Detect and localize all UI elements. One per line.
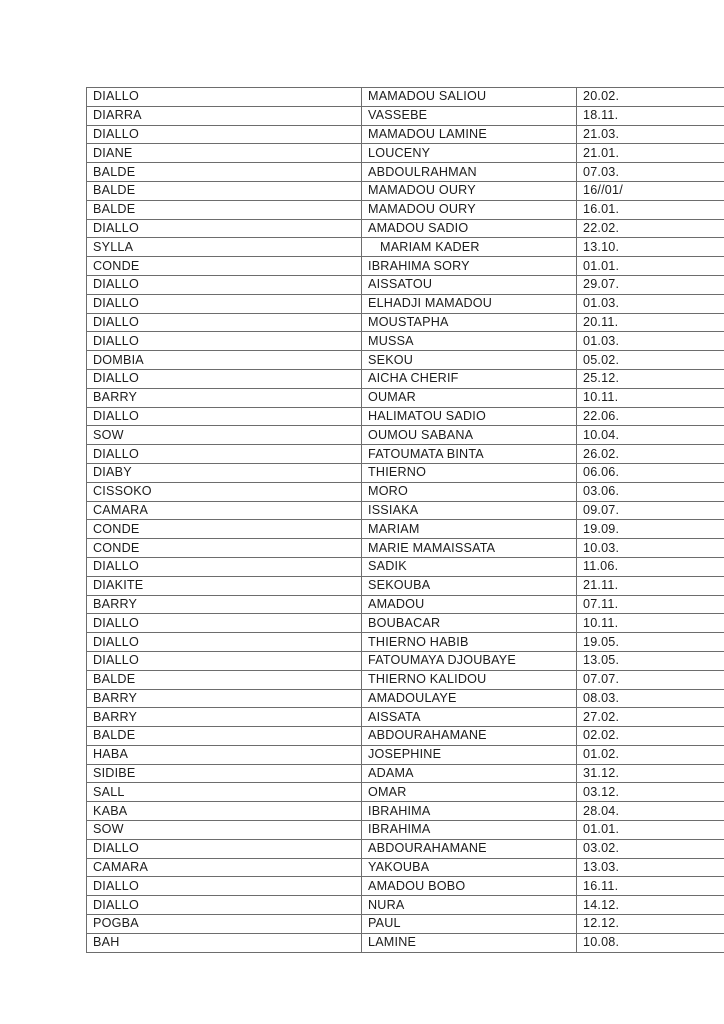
first-name-cell: AICHA CHERIF [362,369,577,388]
table-row [87,764,724,783]
first-name-cell: OUMOU SABANA [362,426,577,445]
last-name-cell: DIALLO [87,877,362,896]
last-name-cell: DIALLO [87,839,362,858]
first-name-cell: YAKOUBA [362,858,577,877]
last-name-cell: CAMARA [87,501,362,520]
table-row [87,238,724,257]
table-row [87,614,724,633]
date-cell: 19.05. [577,633,724,652]
table-row [87,595,724,614]
first-name-cell: VASSEBE [362,106,577,125]
last-name-cell: DIALLO [87,294,362,313]
table-row [87,520,724,539]
names-table-body [87,88,724,953]
first-name-cell: JOSEPHINE [362,745,577,764]
last-name-cell: BALDE [87,163,362,182]
date-cell: 13.03. [577,858,724,877]
first-name-cell: SEKOUBA [362,576,577,595]
date-cell: 01.01. [577,821,724,840]
table-row [87,163,724,182]
table-row [87,877,724,896]
last-name-cell: HABA [87,745,362,764]
first-name-cell: MOUSTAPHA [362,313,577,332]
last-name-cell: BARRY [87,708,362,727]
last-name-cell: DIALLO [87,313,362,332]
table-row [87,482,724,501]
date-cell: 26.02. [577,445,724,464]
table-row [87,670,724,689]
last-name-cell: BARRY [87,689,362,708]
last-name-cell: BALDE [87,727,362,746]
last-name-cell: BARRY [87,595,362,614]
table-row [87,294,724,313]
last-name-cell: BAH [87,933,362,952]
last-name-cell: CONDE [87,257,362,276]
date-cell: 14.12. [577,896,724,915]
date-cell: 01.03. [577,294,724,313]
date-cell: 01.01. [577,257,724,276]
table-row [87,463,724,482]
first-name-cell: IBRAHIMA [362,821,577,840]
date-cell: 01.03. [577,332,724,351]
table-row [87,783,724,802]
last-name-cell: CISSOKO [87,482,362,501]
date-cell: 28.04. [577,802,724,821]
table-row [87,915,724,934]
date-cell: 02.02. [577,727,724,746]
first-name-cell: FATOUMAYA DJOUBAYE [362,651,577,670]
first-name-cell: OUMAR [362,388,577,407]
last-name-cell: DOMBIA [87,351,362,370]
date-cell: 03.12. [577,783,724,802]
first-name-cell: ABDOURAHAMANE [362,727,577,746]
date-cell: 16.11. [577,877,724,896]
first-name-cell: ABDOURAHAMANE [362,839,577,858]
last-name-cell: DIALLO [87,896,362,915]
table-row [87,144,724,163]
last-name-cell: SOW [87,426,362,445]
first-name-cell: AMADOU BOBO [362,877,577,896]
first-name-cell: HALIMATOU SADIO [362,407,577,426]
table-row [87,388,724,407]
date-cell: 03.02. [577,839,724,858]
first-name-cell: MORO [362,482,577,501]
date-cell: 27.02. [577,708,724,727]
date-cell: 21.11. [577,576,724,595]
date-cell: 10.11. [577,614,724,633]
date-cell: 09.07. [577,501,724,520]
table-row [87,125,724,144]
last-name-cell: SYLLA [87,238,362,257]
date-cell: 13.05. [577,651,724,670]
last-name-cell: DIARRA [87,106,362,125]
last-name-cell: DIALLO [87,633,362,652]
table-row [87,745,724,764]
table-row [87,181,724,200]
date-cell: 10.11. [577,388,724,407]
first-name-cell: LOUCENY [362,144,577,163]
first-name-cell: SADIK [362,557,577,576]
last-name-cell: DIALLO [87,614,362,633]
table-row [87,557,724,576]
date-cell: 21.03. [577,125,724,144]
table-row [87,501,724,520]
last-name-cell: DIALLO [87,369,362,388]
table-row [87,426,724,445]
table-row [87,257,724,276]
first-name-cell: MAMADOU LAMINE [362,125,577,144]
first-name-cell: MAMADOU OURY [362,200,577,219]
first-name-cell: PAUL [362,915,577,934]
date-cell: 03.06. [577,482,724,501]
date-cell: 01.02. [577,745,724,764]
first-name-cell: BOUBACAR [362,614,577,633]
table-row [87,106,724,125]
first-name-cell: MAMADOU SALIOU [362,88,577,107]
last-name-cell: KABA [87,802,362,821]
last-name-cell: BARRY [87,388,362,407]
first-name-cell: NURA [362,896,577,915]
last-name-cell: DIALLO [87,88,362,107]
last-name-cell: SIDIBE [87,764,362,783]
date-cell: 20.11. [577,313,724,332]
last-name-cell: DIALLO [87,275,362,294]
table-row [87,407,724,426]
table-row [87,539,724,558]
first-name-cell: MUSSA [362,332,577,351]
date-cell: 10.04. [577,426,724,445]
last-name-cell: CONDE [87,539,362,558]
last-name-cell: DIALLO [87,407,362,426]
first-name-cell: THIERNO KALIDOU [362,670,577,689]
date-cell: 22.06. [577,407,724,426]
first-name-cell: AMADOU SADIO [362,219,577,238]
first-name-cell: THIERNO [362,463,577,482]
date-cell: 31.12. [577,764,724,783]
table-row [87,200,724,219]
table-row [87,896,724,915]
last-name-cell: BALDE [87,200,362,219]
date-cell: 21.01. [577,144,724,163]
date-cell: 25.12. [577,369,724,388]
table-row [87,275,724,294]
table-row [87,933,724,952]
table-row [87,332,724,351]
date-cell: 13.10. [577,238,724,257]
last-name-cell: DIANE [87,144,362,163]
date-cell: 29.07. [577,275,724,294]
table-row [87,858,724,877]
first-name-cell: AMADOULAYE [362,689,577,708]
table-row [87,445,724,464]
date-cell: 07.11. [577,595,724,614]
first-name-cell: LAMINE [362,933,577,952]
table-row [87,727,724,746]
first-name-cell: MAMADOU OURY [362,181,577,200]
first-name-cell: FATOUMATA BINTA [362,445,577,464]
first-name-cell: ELHADJI MAMADOU [362,294,577,313]
names-table [86,87,724,953]
table-row [87,651,724,670]
first-name-cell: AISSATOU [362,275,577,294]
last-name-cell: DIALLO [87,445,362,464]
table-row [87,219,724,238]
table-row [87,633,724,652]
date-cell: 07.07. [577,670,724,689]
date-cell: 18.11. [577,106,724,125]
first-name-cell: MARIAM [362,520,577,539]
date-cell: 16.01. [577,200,724,219]
table-row [87,821,724,840]
last-name-cell: DIABY [87,463,362,482]
date-cell: 12.12. [577,915,724,934]
last-name-cell: BALDE [87,181,362,200]
first-name-cell: MARIAM KADER [362,238,577,257]
last-name-cell: CONDE [87,520,362,539]
last-name-cell: DIALLO [87,125,362,144]
last-name-cell: CAMARA [87,858,362,877]
first-name-cell: IBRAHIMA SORY [362,257,577,276]
last-name-cell: SALL [87,783,362,802]
first-name-cell: IBRAHIMA [362,802,577,821]
table-row [87,708,724,727]
last-name-cell: DIALLO [87,651,362,670]
last-name-cell: SOW [87,821,362,840]
table-row [87,351,724,370]
last-name-cell: BALDE [87,670,362,689]
date-cell: 06.06. [577,463,724,482]
first-name-cell: ABDOULRAHMAN [362,163,577,182]
first-name-cell: ISSIAKA [362,501,577,520]
last-name-cell: DIALLO [87,557,362,576]
first-name-cell: THIERNO HABIB [362,633,577,652]
date-cell: 11.06. [577,557,724,576]
first-name-cell: MARIE MAMAISSATA [362,539,577,558]
table-row [87,802,724,821]
first-name-cell: ADAMA [362,764,577,783]
date-cell: 05.02. [577,351,724,370]
date-cell: 16//01/ [577,181,724,200]
last-name-cell: DIALLO [87,332,362,351]
date-cell: 10.08. [577,933,724,952]
table-row [87,313,724,332]
date-cell: 20.02. [577,88,724,107]
first-name-cell: AISSATA [362,708,577,727]
first-name-cell: AMADOU [362,595,577,614]
first-name-cell: OMAR [362,783,577,802]
date-cell: 22.02. [577,219,724,238]
table-row [87,576,724,595]
date-cell: 19.09. [577,520,724,539]
table-row [87,369,724,388]
last-name-cell: DIAKITE [87,576,362,595]
last-name-cell: POGBA [87,915,362,934]
table-row [87,88,724,107]
table-row [87,689,724,708]
last-name-cell: DIALLO [87,219,362,238]
date-cell: 10.03. [577,539,724,558]
table-row [87,839,724,858]
date-cell: 08.03. [577,689,724,708]
date-cell: 07.03. [577,163,724,182]
first-name-cell: SEKOU [362,351,577,370]
